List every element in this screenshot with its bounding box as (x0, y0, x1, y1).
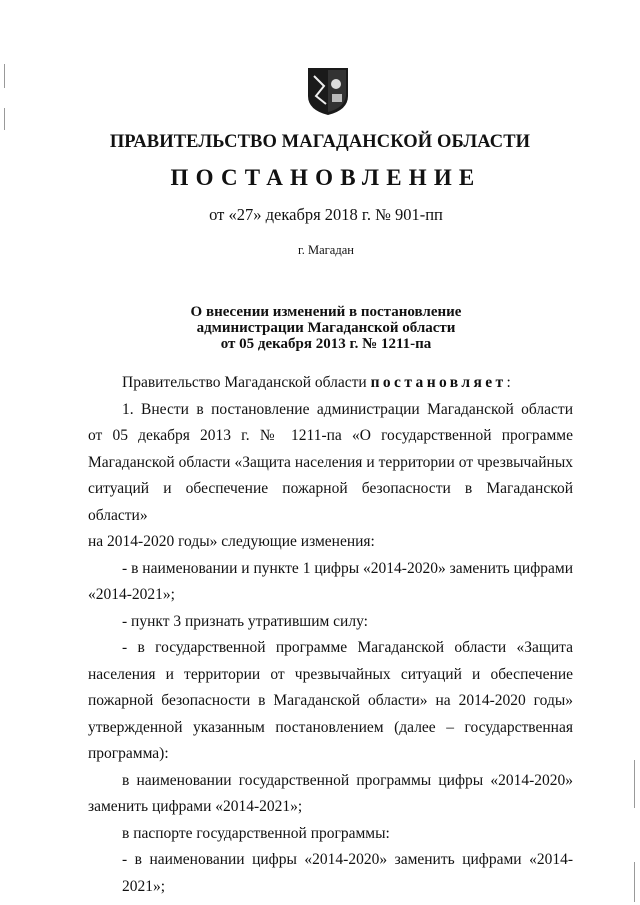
document-subject (0, 304, 640, 352)
scan-artifact (4, 108, 5, 130)
text-line: - в наименовании и пункте 1 цифры «2014-2020» заменить цифрами (122, 559, 573, 577)
text-line: на 2014-2020 годы» следующие изменения: (88, 533, 375, 550)
text-line: ситуаций и обеспечение пожарной безопасности в Магаданской области» (88, 480, 573, 524)
text-line: в наименовании государственной программы цифры «2014-2020» (122, 771, 573, 789)
paragraph-bullet-4 (88, 768, 573, 821)
text-line: утвержденной указанным постановлением (далее – государственная (88, 718, 573, 736)
text-line: населения и территории от чрезвычайных ситуаций и обеспечение (88, 665, 573, 683)
subject-line: О внесении изменений в постановление (190, 304, 462, 320)
subject-line: администрации Магаданской области (196, 320, 456, 336)
subject-line: от 05 декабря 2013 г. № 1211-па (220, 336, 432, 352)
document-date-number: от «27» декабря 2018 г. № 901-пп (209, 205, 443, 224)
paragraph-bullet-5: в паспорте государственной программы: (122, 824, 390, 842)
paragraph-bullet-6: - в наименовании цифры «2014-2020» заменить цифрами «2014-2021»; (122, 851, 573, 895)
paragraph-bullet-3 (88, 635, 573, 768)
text-line: от 05 декабря 2013 г. № 1211-па «О государственной программе (88, 427, 573, 444)
intro-paragraph: Правительство Магаданской области постановляет: (122, 374, 511, 391)
text-line: программа): (88, 745, 169, 762)
text-line: заменить цифрами «2014-2021»; (88, 798, 303, 815)
paragraph-bullet-1 (88, 556, 573, 609)
text-line: - в государственной программе Магаданской области «Защита (122, 639, 573, 656)
paragraph-item-1 (88, 397, 573, 556)
scan-artifact (634, 862, 635, 902)
document-body (88, 370, 573, 900)
text-line: Магаданской области «Защита населения и территории от чрезвычайных (88, 453, 573, 471)
document-city: г. Магадан (298, 243, 354, 257)
scan-artifact (634, 760, 635, 808)
intro-keyword: постановляет (370, 374, 507, 391)
document-type: ПОСТАНОВЛЕНИЕ (170, 165, 482, 190)
text-line: «2014-2021»; (88, 586, 175, 603)
government-title: ПРАВИТЕЛЬСТВО МАГАДАНСКОЙ ОБЛАСТИ (109, 132, 531, 152)
coat-of-arms-emblem (306, 66, 350, 116)
paragraph-bullet-2: - пункт 3 признать утратившим силу: (122, 612, 368, 630)
text-line: 1. Внести в постановление администрации Магаданской области (122, 400, 573, 418)
text-line: пожарной безопасности в Магаданской области» на 2014-2020 годы» (88, 692, 573, 709)
scan-artifact (4, 64, 5, 88)
